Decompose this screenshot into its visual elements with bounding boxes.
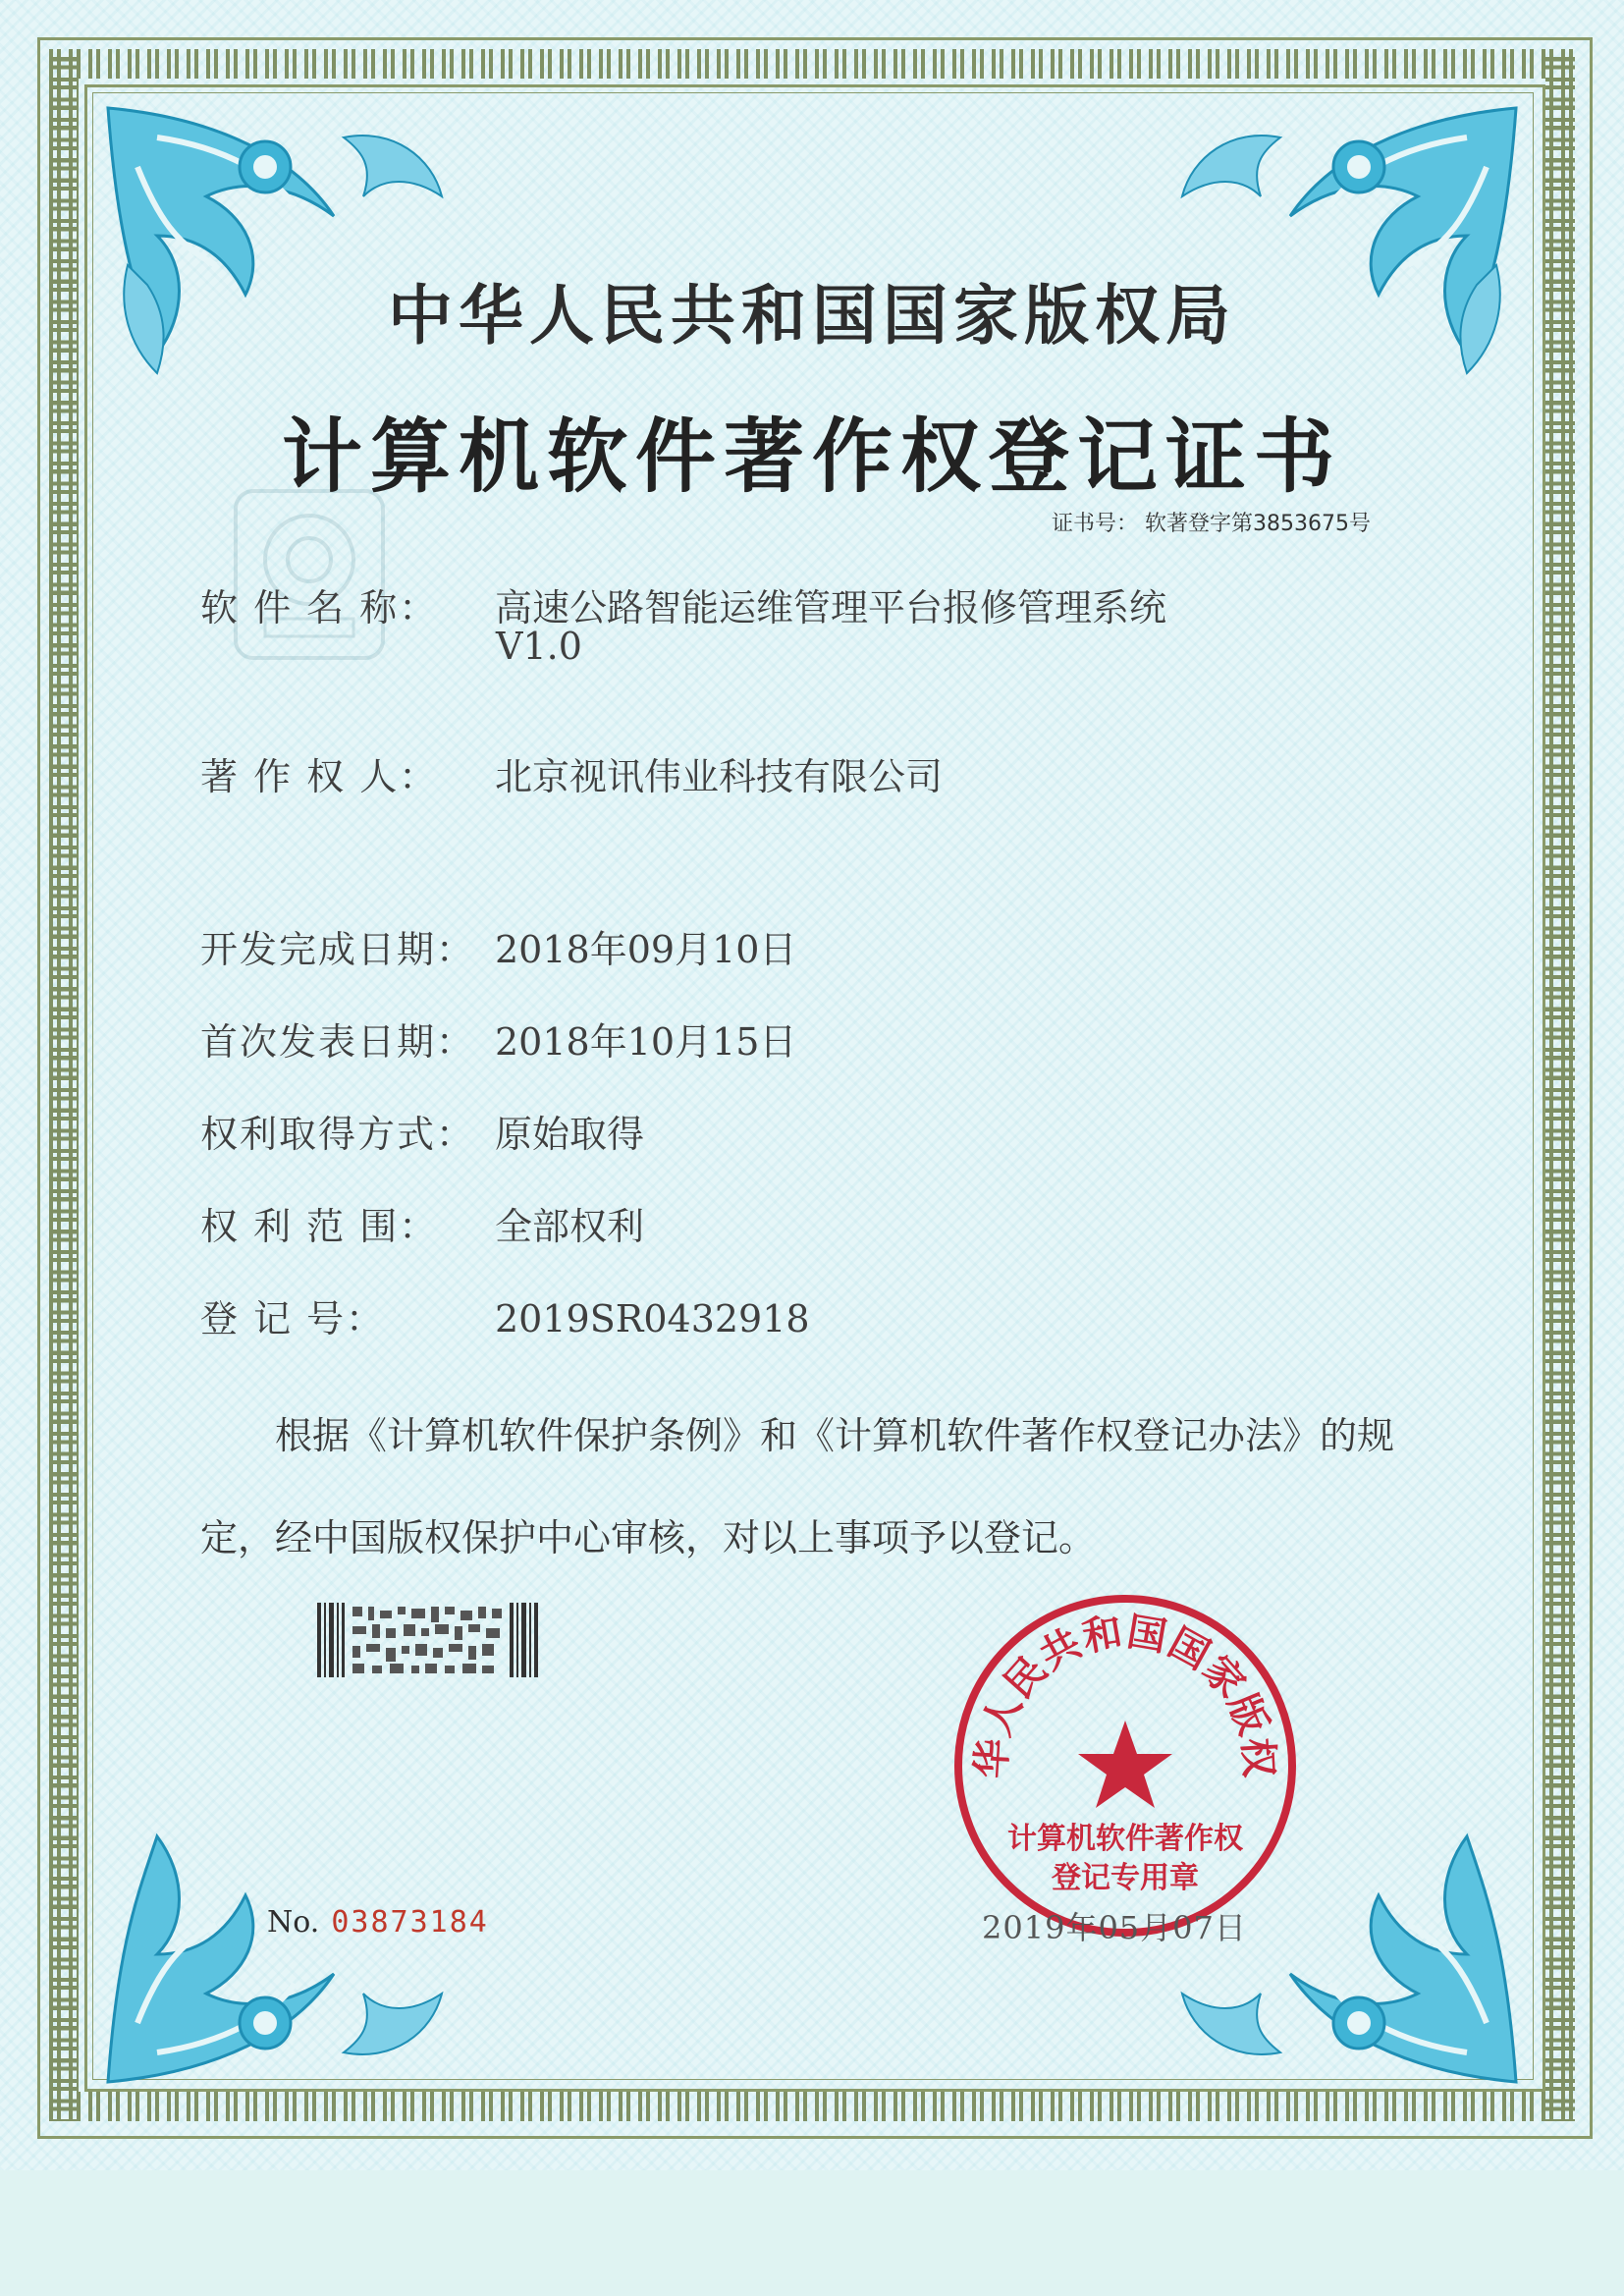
dev-date-label: 开发完成日期： (200, 928, 476, 971)
pub-date-value: 2018年10月15日 (495, 1020, 797, 1064)
serial-number-label: No. (267, 1905, 320, 1940)
software-name-label: 软 件 名 称： (200, 586, 439, 629)
seal-line-2: 登记专用章 (1052, 1861, 1199, 1895)
scope-value: 全部权利 (495, 1205, 645, 1248)
barcode-icon (317, 1603, 541, 1677)
registration-value: 2019SR0432918 (495, 1297, 810, 1340)
seal-ring-text: 华人民共和国国家版权 (969, 1609, 1281, 1780)
serial-number-value: 03873184 (331, 1905, 489, 1940)
owner-row (200, 746, 943, 800)
acquisition-value: 原始取得 (495, 1113, 645, 1156)
watermark-emblem-icon (226, 481, 393, 668)
issuer-title: 中华人民共和国国家版权局 (388, 278, 1236, 354)
acquisition-label: 权利取得方式： (200, 1113, 476, 1156)
software-name-row (200, 577, 1166, 631)
seal-line-1: 计算机软件著作权 (1007, 1822, 1243, 1856)
statement-paragraph: 根据《计算机软件保护条例》和《计算机软件著作权登记办法》的规定，经中国版权保护中心审核，对以上事项予以登记。 (200, 1414, 1395, 1559)
certificate-title: 计算机软件著作权登记证书 (281, 410, 1342, 504)
certificate-number: 证书号： 软著登字第3853675号 (1052, 512, 1371, 536)
dev-date-value: 2018年09月10日 (495, 928, 797, 971)
issue-date: 2019年05月07日 (982, 1909, 1247, 1946)
registration-row (200, 1288, 810, 1342)
dev-date-row (200, 919, 796, 973)
official-seal-icon (950, 1591, 1300, 1941)
pub-date-label: 首次发表日期： (200, 1020, 476, 1064)
scope-label: 权 利 范 围： (200, 1205, 439, 1248)
corner-ornament-icon (98, 1797, 471, 2092)
pub-date-row (200, 1011, 796, 1066)
serial-number (267, 1905, 489, 1940)
owner-value: 北京视讯伟业科技有限公司 (495, 755, 944, 798)
owner-label: 著 作 权 人： (200, 755, 439, 798)
registration-label: 登 记 号： (200, 1297, 386, 1340)
software-name-value: 高速公路智能运维管理平台报修管理系统 (495, 586, 1167, 629)
acquisition-row (200, 1104, 644, 1158)
scope-row (200, 1196, 644, 1250)
software-version: V1.0 (496, 625, 582, 668)
